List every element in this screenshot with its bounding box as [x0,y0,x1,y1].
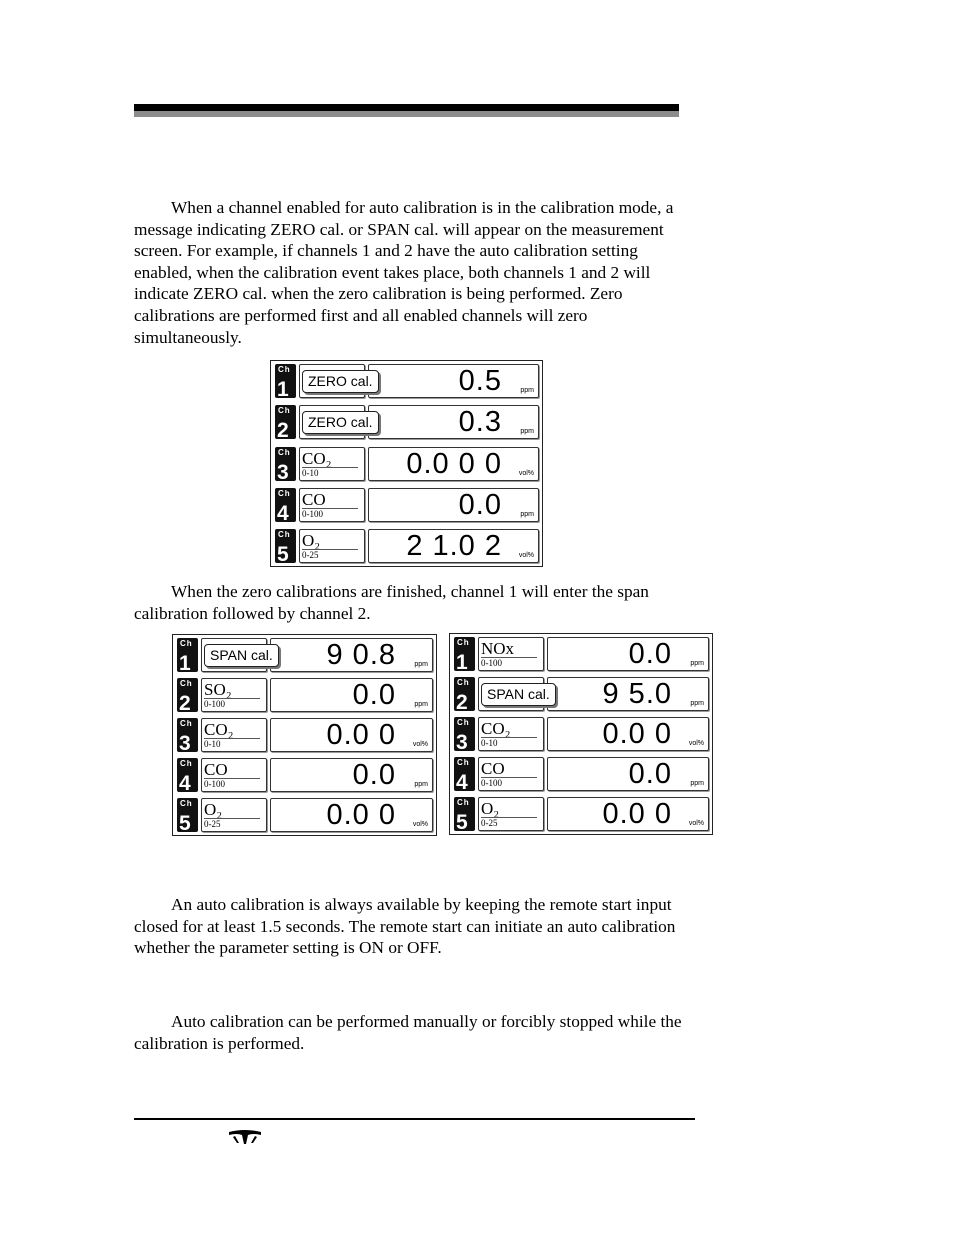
component-range: 0-10 [302,467,319,478]
component-range: 0-10 [204,739,221,749]
component-box [299,488,365,522]
channel-number: 5 [179,812,191,835]
channel-number: 2 [277,419,289,443]
component-box [201,758,267,792]
channel-number-badge [177,718,198,755]
channel-number: 4 [277,501,289,525]
channel-tag: Ch [278,488,291,498]
measurement-value: 9 5.0 [602,678,672,710]
component-name: CO₂ [302,448,332,468]
channel-number: 5 [456,811,468,834]
measurement-value: 0.0 0 [602,718,672,750]
component-range: 0-25 [481,818,498,828]
channel-number-badge [177,678,198,715]
channel-tag: Ch [180,679,193,688]
measurement-value: 0.0 [458,488,502,521]
channel-row [177,798,433,835]
measurement-screen-span-ch2 [449,633,713,835]
measurement-value-box [368,447,539,481]
channel-number-badge [454,757,475,794]
component-box [478,637,544,671]
component-range: 0-25 [302,550,319,560]
component-range: 0-100 [481,658,502,668]
measurement-value: 9 0.8 [326,639,396,671]
channel-tag: Ch [180,799,193,808]
paragraph-span-cal: When the zero calibrations are finished, channel 1 will enter the span calibration followed by channel 2. [134,582,649,623]
measurement-unit: vol% [518,469,534,477]
channel-number: 1 [277,378,289,401]
channel-number-badge [177,758,198,795]
component-name: CO₂ [481,719,511,738]
measurement-unit: ppm [690,780,704,787]
measurement-unit: ppm [520,510,534,518]
channel-tag: Ch [180,719,193,728]
channel-row [275,405,539,443]
channel-row [454,797,709,834]
measurement-screen-zero-cal [270,360,543,567]
channel-row [275,488,539,525]
measurement-value-box [547,637,709,671]
component-name: CO [302,489,326,509]
channel-tag: Ch [278,447,291,457]
measurement-value: 0.5 [458,365,502,397]
channel-tag: Ch [457,678,470,687]
measurement-unit: ppm [690,660,704,667]
measurement-unit: vol% [688,740,704,747]
paragraph-remote-start: An auto calibration is always available by keeping the remote start input closed for at least 1.5 seconds. The remote start can initiate an auto calibration whether the parameter setting is ON or OFF. [134,895,676,958]
channel-number-badge [454,797,475,834]
measurement-value-box [270,798,433,832]
component-range: 0-100 [481,778,502,788]
measurement-value: 0.0 [628,758,672,790]
component-name: O₂ [302,531,321,550]
footer-rule [134,1118,695,1120]
channel-number-badge [275,447,296,484]
teledyne-logo-icon [227,1129,263,1145]
calibration-status-label: SPAN cal. [481,683,556,706]
measurement-value-box [368,488,539,522]
measurement-unit: ppm [414,661,428,668]
measurement-value-box [270,678,433,712]
channel-row [177,638,433,675]
channel-tag: Ch [180,759,193,768]
measurement-value: 0.0 0 0 [406,447,502,480]
measurement-unit: vol% [412,741,428,748]
channel-number-badge [454,717,475,754]
channel-row [275,447,539,484]
channel-row [454,637,709,674]
channel-number: 4 [179,772,191,795]
measurement-value-box [270,638,433,672]
channel-number: 3 [456,731,468,754]
measurement-value: 0.0 0 [326,799,396,831]
component-box [201,678,267,712]
measurement-unit: ppm [520,428,534,436]
paragraph-manual-stop: Auto calibration can be performed manually or forcibly stopped while the calibration is performed. [134,1012,682,1053]
channel-number-badge [454,677,475,714]
channel-row [177,678,433,715]
channel-tag: Ch [457,718,470,727]
component-range: 0-10 [481,738,498,748]
measurement-value-box [547,677,709,711]
measurement-value-box [270,718,433,752]
measurement-value-box [547,757,709,791]
measurement-value: 0.3 [458,406,502,439]
channel-number: 3 [277,460,289,484]
measurement-unit: ppm [690,700,704,707]
channel-number: 3 [179,732,191,755]
channel-number: 1 [456,651,468,674]
calibration-status-label: SPAN cal. [204,644,279,667]
component-box [201,638,273,672]
component-name: O₂ [204,800,223,819]
component-box [478,717,544,751]
calibration-status-label: ZERO cal. [302,411,379,434]
measurement-unit: vol% [688,820,704,827]
component-box [201,718,267,752]
header-rule [134,104,679,111]
measurement-value: 0.0 [352,759,396,791]
measurement-screen-span-ch1 [172,634,437,836]
channel-row [275,529,539,566]
channel-number: 1 [179,652,191,675]
measurement-unit: ppm [520,387,534,394]
component-box [478,757,544,791]
component-range: 0-100 [204,699,225,709]
channel-tag: Ch [457,798,470,807]
measurement-value: 0.0 0 [326,719,396,751]
channel-tag: Ch [278,365,291,374]
channel-number-badge [275,529,296,566]
header-rule-shadow [134,111,679,117]
channel-number-badge [275,405,296,443]
measurement-value: 2 1.0 2 [406,530,502,562]
component-box [299,529,365,563]
measurement-value: 0.0 0 [602,798,672,830]
component-name: NOx [481,639,515,658]
measurement-value-box [547,797,709,831]
measurement-value-box [368,405,539,439]
channel-row [177,718,433,755]
component-name: O₂ [481,799,500,818]
measurement-value-box [368,529,539,563]
component-name: CO [481,759,505,778]
component-box [478,797,544,831]
component-box [299,447,365,481]
channel-number: 2 [179,692,191,715]
channel-tag: Ch [278,530,291,539]
component-box [299,364,373,398]
paragraph-zero-cal: When a channel enabled for auto calibration is in the calibration mode, a message indicating ZERO cal. or SPAN cal. will appear on the measurement screen. For example, if channels 1 and 2 have the auto calibration setting enabled, when the calibration event takes place, both channels 1 and 2 will indicate ZERO cal. when the zero calibration is being performed. Zero calibrations are performed first and all enabled channels will zero simultaneously. [134,198,674,347]
component-range: 0-25 [204,819,221,829]
component-box [478,677,550,711]
calibration-status-label: ZERO cal. [302,370,379,393]
channel-tag: Ch [180,639,193,648]
component-range: 0-100 [302,508,323,519]
channel-number: 4 [456,771,468,794]
channel-row [454,717,709,754]
channel-number-badge [177,638,198,675]
channel-number: 2 [456,691,468,714]
channel-tag: Ch [457,758,470,767]
measurement-value-box [270,758,433,792]
measurement-unit: vol% [412,821,428,828]
channel-row [275,364,539,401]
measurement-unit: ppm [414,701,428,708]
component-name: SO₂ [204,680,232,699]
measurement-value-box [547,717,709,751]
channel-row [177,758,433,795]
component-name: CO₂ [204,720,234,739]
measurement-unit: ppm [414,781,428,788]
channel-number-badge [275,488,296,525]
channel-row [454,757,709,794]
component-box [201,798,267,832]
channel-tag: Ch [278,406,291,416]
component-range: 0-100 [204,779,225,789]
measurement-value: 0.0 [628,638,672,670]
channel-number-badge [275,364,296,401]
measurement-value: 0.0 [352,679,396,711]
channel-number-badge [177,798,198,835]
channel-number: 5 [277,543,289,566]
component-name: CO [204,760,228,779]
channel-number-badge [454,637,475,674]
measurement-unit: vol% [518,552,534,559]
measurement-value-box [368,364,539,398]
component-box [299,405,373,439]
channel-row [454,677,709,714]
channel-tag: Ch [457,638,470,647]
